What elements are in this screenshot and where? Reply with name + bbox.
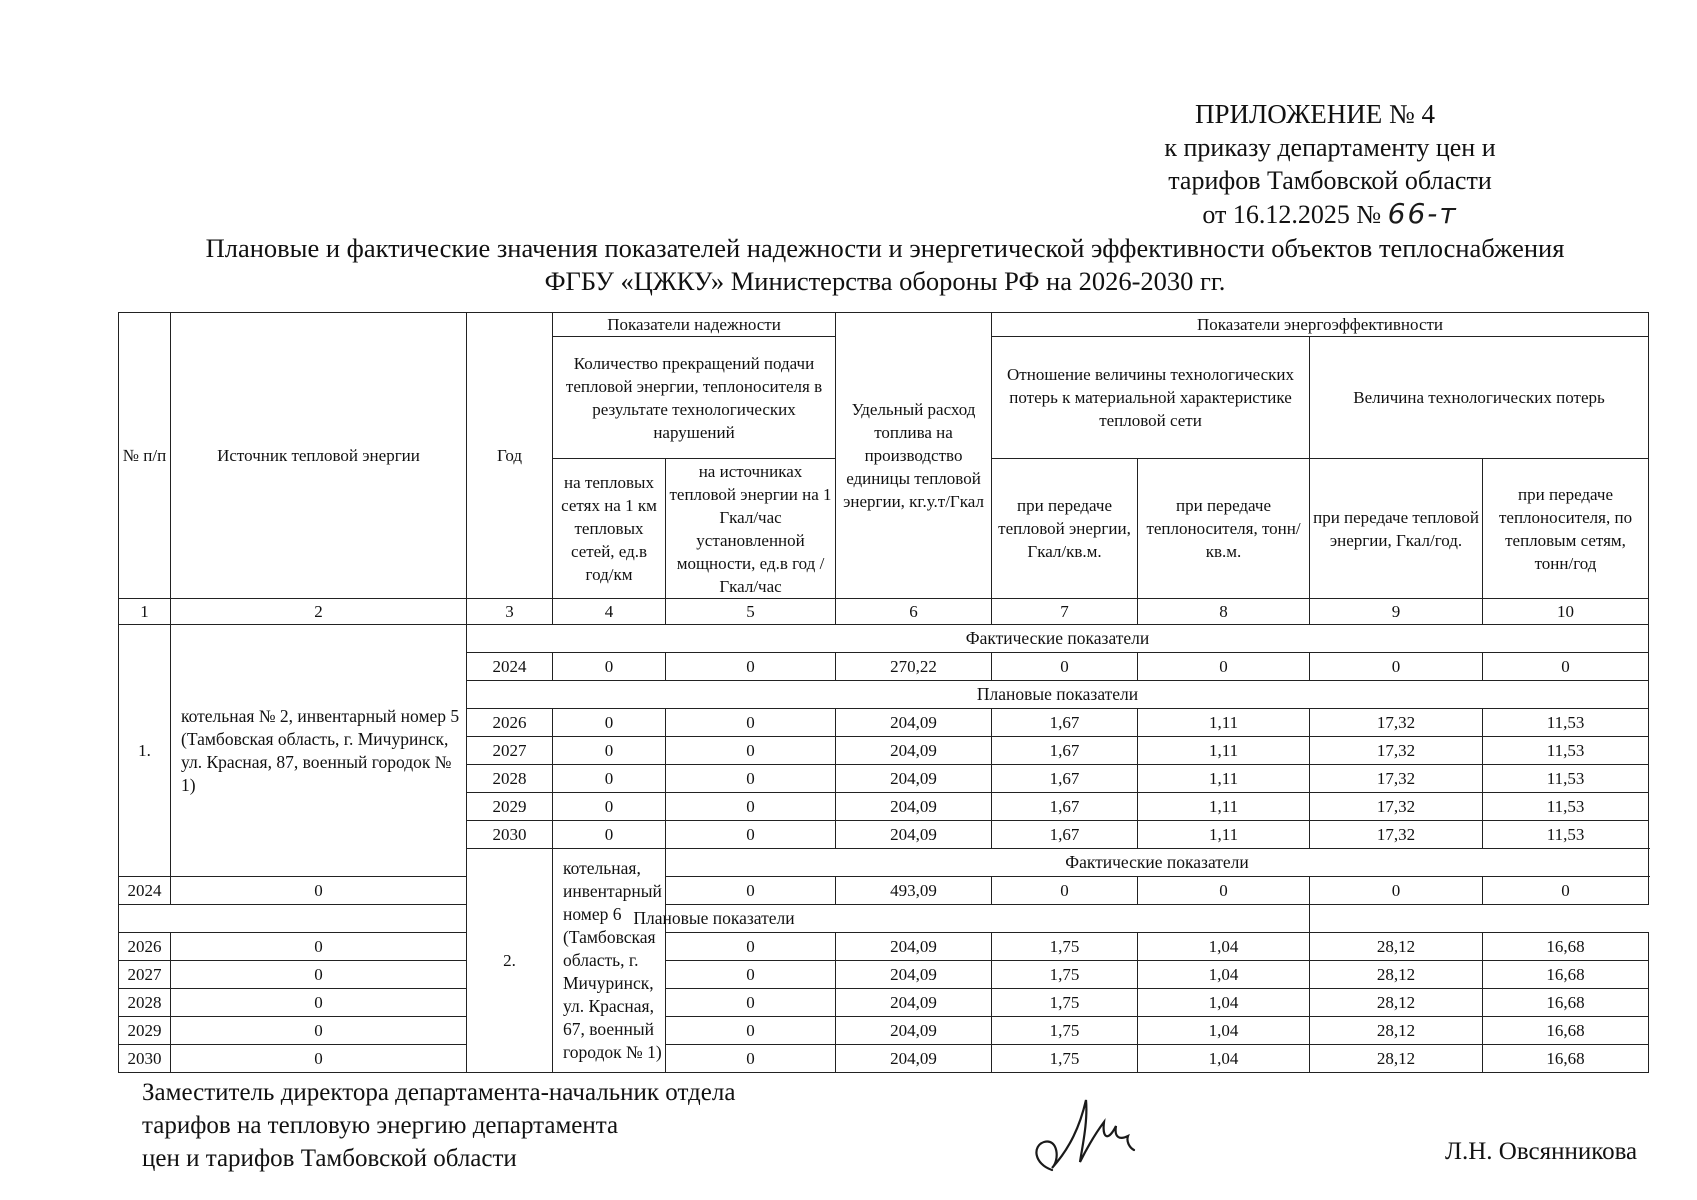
document-title — [120, 232, 1650, 298]
ratio-carrier-value: 1,04 — [1138, 933, 1310, 961]
column-numbers-row — [119, 599, 1649, 625]
col-number: 5 — [666, 599, 836, 625]
signatory-position — [142, 1076, 735, 1175]
header-efficiency: Показатели энергоэффективности — [992, 313, 1649, 337]
ratio-heat-value: 1,75 — [992, 1017, 1138, 1045]
document-title-line-2: ФГБУ «ЦЖКУ» Министерства обороны РФ на 2026-2030 гг. — [544, 266, 1226, 296]
loss-heat-value: 28,12 — [1310, 933, 1483, 961]
ratio-heat-value: 1,67 — [992, 737, 1138, 765]
ratio-heat-value: 1,67 — [992, 709, 1138, 737]
sources-value: 0 — [666, 961, 836, 989]
object-source: котельная, инвентарный номер 6 (Тамбовская область, г. Мичуринск, ул. Красная, 67, военный городок № 1) — [553, 849, 666, 1073]
header-line-2: к приказу департаменту цен и — [1164, 133, 1496, 162]
loss-carrier-value: 16,68 — [1483, 1045, 1649, 1073]
actual-section-label: Фактические показатели — [467, 625, 1649, 653]
fuel-value: 204,09 — [836, 1045, 992, 1073]
sources-value: 0 — [666, 653, 836, 681]
networks-value: 0 — [553, 709, 666, 737]
document-title-line-1: Плановые и фактические значения показателей надежности и энергетической эффективности объектов теплоснабжения — [205, 233, 1565, 263]
networks-value: 0 — [553, 821, 666, 849]
networks-value: 0 — [553, 653, 666, 681]
header-interruptions: Количество прекращений подачи тепловой энергии, теплоносителя в результате технологических нарушений — [553, 337, 836, 459]
loss-carrier-value: 11,53 — [1483, 765, 1649, 793]
year-cell: 2026 — [119, 933, 171, 961]
object-source: котельная № 2, инвентарный номер 5 (Тамбовская область, г. Мичуринск, ул. Красная, 87, военный городок № 1) — [171, 625, 467, 877]
footer-line-1: Заместитель директора департамента-начальник отдела — [142, 1079, 736, 1106]
footer-line-3: цен и тарифов Тамбовской области — [142, 1145, 517, 1172]
ratio-heat-value: 1,75 — [992, 961, 1138, 989]
col-number: 9 — [1310, 599, 1483, 625]
sources-value: 0 — [666, 877, 836, 905]
loss-heat-value: 17,32 — [1310, 793, 1483, 821]
loss-carrier-value: 11,53 — [1483, 737, 1649, 765]
sources-value: 0 — [666, 793, 836, 821]
col-number: 10 — [1483, 599, 1649, 625]
ratio-carrier-value: 1,04 — [1138, 961, 1310, 989]
header-on-sources: на источниках тепловой энергии на 1 Гкал/час установленной мощности, ед.в год /Гкал/час — [666, 459, 836, 599]
actual-section-label: Фактические показатели — [666, 849, 1649, 877]
planned-section-label: Плановые показатели — [467, 681, 1649, 709]
ratio-heat-value: 1,67 — [992, 793, 1138, 821]
header-on-networks: на тепловых сетях на 1 км тепловых сетей, ед.в год/км — [553, 459, 666, 599]
loss-carrier-value: 11,53 — [1483, 821, 1649, 849]
sources-value: 0 — [666, 989, 836, 1017]
header-line-3: тарифов Тамбовской области — [1168, 166, 1492, 195]
fuel-value: 204,09 — [836, 821, 992, 849]
loss-carrier-value: 16,68 — [1483, 961, 1649, 989]
fuel-value: 204,09 — [836, 737, 992, 765]
header-num: № п/п — [119, 313, 171, 599]
table-row — [119, 989, 1649, 1017]
indicators-table — [118, 312, 1649, 1073]
ratio-heat-value: 1,75 — [992, 933, 1138, 961]
col-number: 2 — [171, 599, 467, 625]
year-cell: 2027 — [119, 961, 171, 989]
sources-value: 0 — [666, 765, 836, 793]
header-ratio-carrier: при передаче теплоносителя, тонн/кв.м. — [1138, 459, 1310, 599]
fuel-value: 204,09 — [836, 1017, 992, 1045]
col-number: 8 — [1138, 599, 1310, 625]
loss-heat-value: 17,32 — [1310, 737, 1483, 765]
col-number: 7 — [992, 599, 1138, 625]
networks-value: 0 — [171, 1045, 467, 1073]
ratio-carrier-value: 1,04 — [1138, 1017, 1310, 1045]
year-cell: 2027 — [467, 737, 553, 765]
header-ratio: Отношение величины технологических потерь к материальной характеристике тепловой сети — [992, 337, 1310, 459]
table-row — [119, 1017, 1649, 1045]
header-loss-heat: при передаче тепловой энергии, Гкал/год. — [1310, 459, 1483, 599]
loss-heat-value: 28,12 — [1310, 1017, 1483, 1045]
table-row — [119, 877, 1649, 905]
table-body — [119, 625, 1649, 1073]
networks-value: 0 — [553, 765, 666, 793]
fuel-value: 204,09 — [836, 989, 992, 1017]
ratio-carrier-value: 1,11 — [1138, 821, 1310, 849]
year-cell: 2028 — [467, 765, 553, 793]
table-row — [119, 961, 1649, 989]
ratio-carrier-value: 1,11 — [1138, 709, 1310, 737]
fuel-value: 493,09 — [836, 877, 992, 905]
appendix-title: ПРИЛОЖЕНИЕ № 4 — [1194, 99, 1436, 129]
fuel-value: 204,09 — [836, 765, 992, 793]
header-year: Год — [467, 313, 553, 599]
sources-value: 0 — [666, 709, 836, 737]
section-row — [119, 625, 1649, 653]
year-cell: 2030 — [467, 821, 553, 849]
loss-carrier-value: 11,53 — [1483, 793, 1649, 821]
loss-carrier-value: 11,53 — [1483, 709, 1649, 737]
col-number: 1 — [119, 599, 171, 625]
fuel-value: 204,09 — [836, 933, 992, 961]
ratio-heat-value: 1,67 — [992, 765, 1138, 793]
header-fuel: Удельный расход топлива на производство единицы тепловой энергии, кг.у.т/Гкал — [836, 313, 992, 599]
loss-heat-value: 28,12 — [1310, 1045, 1483, 1073]
year-cell: 2028 — [119, 989, 171, 1017]
sources-value: 0 — [666, 1045, 836, 1073]
ratio-carrier-value: 1,11 — [1138, 737, 1310, 765]
networks-value: 0 — [553, 737, 666, 765]
loss-heat-value: 17,32 — [1310, 765, 1483, 793]
ratio-carrier-value: 0 — [1138, 877, 1310, 905]
col-number: 4 — [553, 599, 666, 625]
ratio-heat-value: 1,75 — [992, 1045, 1138, 1073]
year-cell: 2029 — [467, 793, 553, 821]
ratio-carrier-value: 1,11 — [1138, 793, 1310, 821]
ratio-heat-value: 1,67 — [992, 821, 1138, 849]
fuel-value: 270,22 — [836, 653, 992, 681]
loss-carrier-value: 16,68 — [1483, 989, 1649, 1017]
year-cell: 2026 — [467, 709, 553, 737]
header-date: от 16.12.2025 № — [1202, 200, 1382, 229]
year-cell: 2024 — [467, 653, 553, 681]
table-row — [119, 1045, 1649, 1073]
signatory-name: Л.Н. Овсянникова — [1445, 1138, 1638, 1165]
loss-carrier-value: 0 — [1483, 877, 1649, 905]
ratio-carrier-value: 1,11 — [1138, 765, 1310, 793]
loss-heat-value: 28,12 — [1310, 961, 1483, 989]
loss-carrier-value: 16,68 — [1483, 933, 1649, 961]
header-date-line — [1130, 197, 1530, 231]
header-source: Источник тепловой энергии — [171, 313, 467, 599]
year-cell: 2024 — [119, 877, 171, 905]
year-cell: 2030 — [119, 1045, 171, 1073]
ratio-heat-value: 1,75 — [992, 989, 1138, 1017]
loss-heat-value: 0 — [1310, 653, 1483, 681]
networks-value: 0 — [171, 1017, 467, 1045]
table-header — [119, 313, 1649, 625]
sources-value: 0 — [666, 737, 836, 765]
networks-value: 0 — [171, 961, 467, 989]
ratio-carrier-value: 0 — [1138, 653, 1310, 681]
sources-value: 0 — [666, 821, 836, 849]
year-cell: 2029 — [119, 1017, 171, 1045]
header-ratio-heat: при передаче тепловой энергии, Гкал/кв.м. — [992, 459, 1138, 599]
header-block — [1130, 98, 1530, 231]
handwritten-order-number: 66-т — [1387, 197, 1458, 230]
footer-line-2: тарифов на тепловую энергию департамента — [142, 1112, 619, 1139]
loss-carrier-value: 16,68 — [1483, 1017, 1649, 1045]
loss-carrier-value: 0 — [1483, 653, 1649, 681]
ratio-heat-value: 0 — [992, 877, 1138, 905]
ratio-heat-value: 0 — [992, 653, 1138, 681]
signature-mark — [1030, 1092, 1140, 1174]
networks-value: 0 — [171, 877, 467, 905]
col-number: 3 — [467, 599, 553, 625]
section-row — [119, 905, 1649, 933]
sources-value: 0 — [666, 1017, 836, 1045]
fuel-value: 204,09 — [836, 793, 992, 821]
fuel-value: 204,09 — [836, 961, 992, 989]
networks-value: 0 — [171, 989, 467, 1017]
networks-value: 0 — [171, 933, 467, 961]
loss-heat-value: 17,32 — [1310, 709, 1483, 737]
header-reliability: Показатели надежности — [553, 313, 836, 337]
loss-heat-value: 28,12 — [1310, 989, 1483, 1017]
object-number: 1. — [119, 625, 171, 877]
planned-section-label: Плановые показатели — [119, 905, 1310, 933]
sources-value: 0 — [666, 933, 836, 961]
table-row — [119, 933, 1649, 961]
fuel-value: 204,09 — [836, 709, 992, 737]
ratio-carrier-value: 1,04 — [1138, 1045, 1310, 1073]
col-number: 6 — [836, 599, 992, 625]
header-losses: Величина технологических потерь — [1310, 337, 1649, 459]
loss-heat-value: 17,32 — [1310, 821, 1483, 849]
ratio-carrier-value: 1,04 — [1138, 989, 1310, 1017]
header-loss-carrier: при передаче теплоносителя, по тепловым сетям, тонн/год — [1483, 459, 1649, 599]
object-number: 2. — [467, 849, 553, 1073]
loss-heat-value: 0 — [1310, 877, 1483, 905]
networks-value: 0 — [553, 793, 666, 821]
